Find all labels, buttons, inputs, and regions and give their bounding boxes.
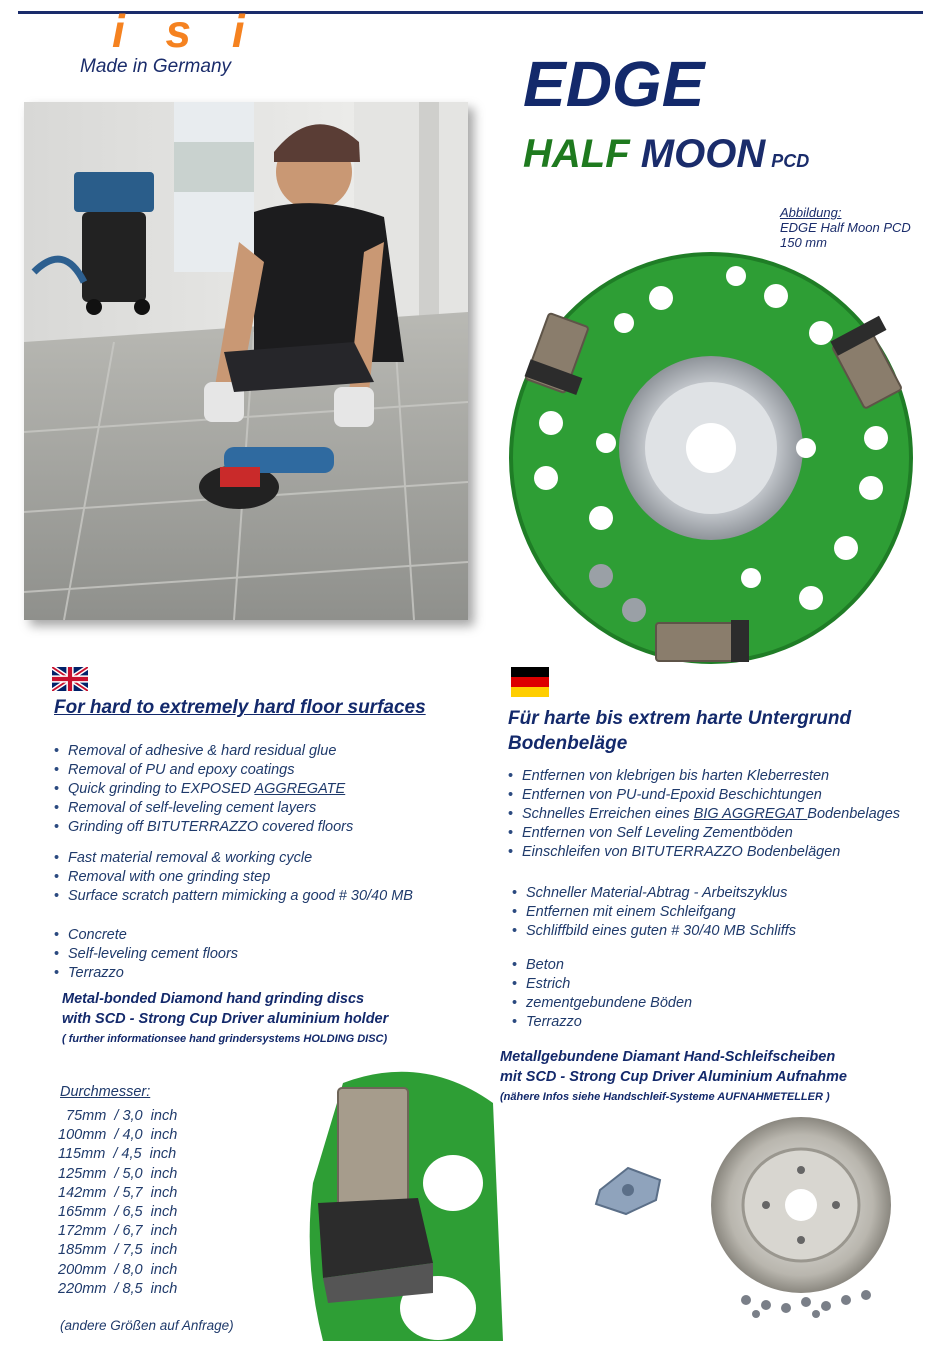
strong-cup-driver-image [590, 1160, 666, 1218]
english-features-1 [54, 742, 353, 837]
list-item: • Self-leveling cement floors [54, 945, 238, 964]
german-materials [512, 956, 692, 1032]
english-metal-bonded-note: Metal-bonded Diamond hand grinding discs with SCD - Strong Cup Driver aluminium holder ( further informationsee hand grindersystems HOLDING DISC) [62, 991, 389, 1045]
list-item: 115mm / 4,5 inch [58, 1146, 177, 1163]
list-item: 172mm / 6,7 inch [58, 1223, 178, 1240]
list-item: • Entfernen von klebrigen bis harten Kleberresten [508, 767, 900, 786]
figure-caption: Abbildung: EDGE Half Moon PCD 150 mm [780, 205, 911, 250]
list-item: • Schnelles Erreichen eines BIG AGGREGAT Bodenbelages [508, 805, 900, 824]
list-item: • Concrete [54, 926, 238, 945]
list-item: • Grinding off BITUTERRAZZO covered floors [54, 818, 353, 837]
diameter-label: Durchmesser: [60, 1084, 151, 1100]
list-item: 75mm / 3,0 inch [58, 1108, 178, 1124]
german-features-2 [512, 884, 796, 941]
list-item: • Removal of adhesive & hard residual glue [54, 742, 353, 761]
list-item: • Schliffbild eines guten # 30/40 MB Schliffs [512, 922, 796, 941]
english-features-2 [54, 849, 413, 906]
list-item: • Beton [512, 956, 692, 975]
list-item: • Removal of self-leveling cement layers [54, 799, 353, 818]
product-title: EDGE [523, 48, 705, 120]
product-subtitle [523, 130, 809, 185]
list-item: • Terrazzo [54, 964, 238, 983]
german-flag-icon [511, 667, 549, 697]
list-item: • Removal with one grinding step [54, 868, 413, 887]
list-item: • Quick grinding to EXPOSED AGGREGATE [54, 780, 353, 799]
list-item: 185mm / 7,5 inch [58, 1242, 178, 1259]
list-item: • Terrazzo [512, 1013, 692, 1032]
subtitle-half: HALF [523, 132, 630, 176]
list-item: • Removal of PU and epoxy coatings [54, 761, 353, 780]
list-item: 165mm / 6,5 inch [58, 1204, 178, 1221]
brand-logo: i s i [112, 5, 259, 57]
worker-photo [24, 102, 468, 620]
list-item: • Surface scratch pattern mimicking a good # 30/40 MB [54, 887, 413, 906]
list-item: 200mm / 8,0 inch [58, 1261, 178, 1278]
list-item: • Entfernen von PU-und-Epoxid Beschichtungen [508, 786, 900, 805]
diameter-list [58, 1107, 177, 1299]
other-sizes-note: (andere Größen auf Anfrage) [60, 1318, 234, 1333]
list-item: • Schneller Material-Abtrag - Arbeitszyklus [512, 884, 796, 903]
list-item: 220mm / 8,5 inch [58, 1280, 178, 1297]
tagline: Made in Germany [80, 56, 232, 77]
english-heading: For hard to extremely hard floor surfaces [54, 697, 426, 718]
uk-flag-icon [52, 667, 88, 691]
list-item: • Fast material removal & working cycle [54, 849, 413, 868]
list-item: • Einschleifen von BITUTERRAZZO Bodenbelägen [508, 843, 900, 862]
segment-closeup-image [303, 1063, 503, 1341]
list-item: • Entfernen von Self Leveling Zementböden [508, 824, 900, 843]
list-item: • Estrich [512, 975, 692, 994]
german-heading: Für harte bis extrem harte Untergrund Bodenbeläge [508, 708, 852, 754]
subtitle-pcd: PCD [771, 151, 810, 171]
half-moon-disc-image [506, 248, 916, 668]
subtitle-moon: MOON [640, 132, 766, 176]
list-item: 100mm / 4,0 inch [58, 1127, 178, 1144]
list-item: 125mm / 5,0 inch [58, 1165, 178, 1182]
list-item: • zementgebundene Böden [512, 994, 692, 1013]
german-features-1 [508, 767, 900, 862]
german-metal-bonded-note: Metallgebundene Diamant Hand-Schleifscheiben mit SCD - Strong Cup Driver Aluminium Aufnahme (nähere Infos siehe Handschleif-Systeme AUFNAHMETELLER ) [500, 1049, 847, 1103]
list-item: • Entfernen mit einem Schleifgang [512, 903, 796, 922]
aluminium-holder-image [706, 1110, 896, 1320]
list-item: 142mm / 5,7 inch [58, 1184, 178, 1201]
english-materials [54, 926, 238, 983]
